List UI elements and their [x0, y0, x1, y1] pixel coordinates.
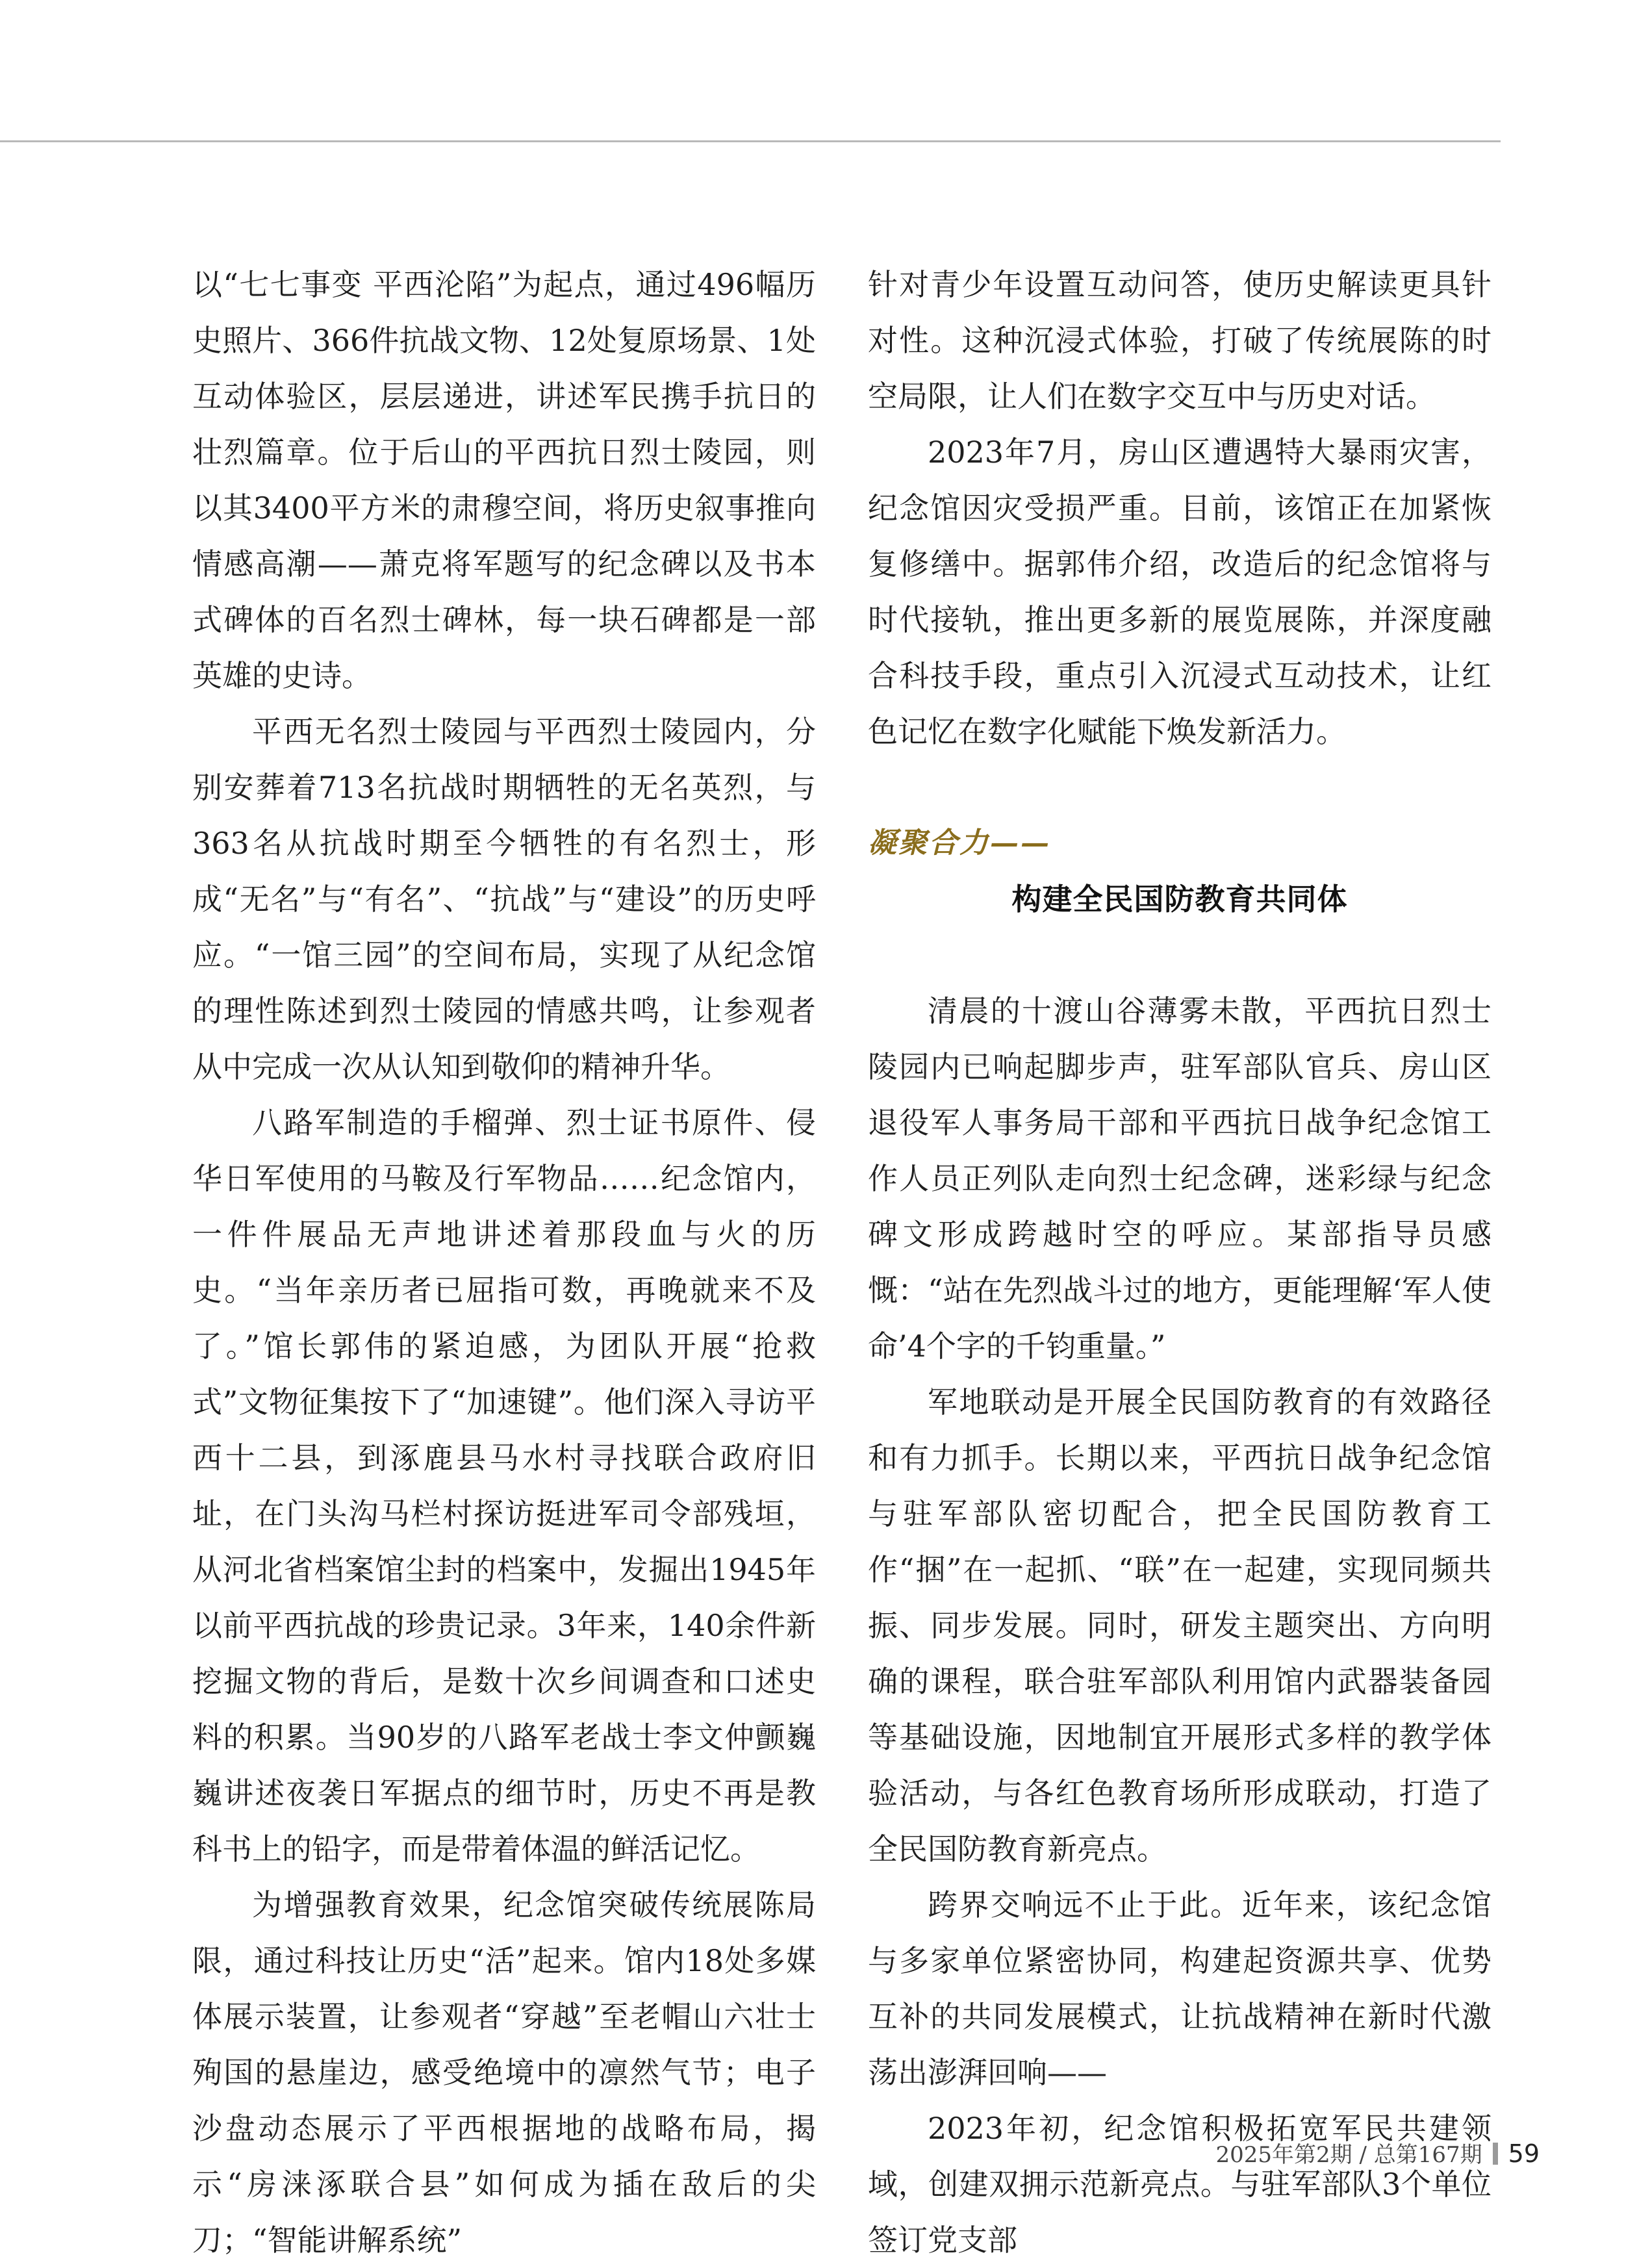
top-divider-rule: [0, 140, 1501, 142]
right-column: [868, 257, 1491, 2268]
issue-info: 2025年第2期 / 总第167期: [1215, 2142, 1482, 2168]
section-heading: [868, 815, 1491, 927]
left-paragraph-4: 为增强教育效果，纪念馆突破传统展陈局限，通过科技让历史“活”起来。馆内18处多媒体展示装置，让参观者“穿越”至老帽山六壮士殉国的悬崖边，感受绝境中的凛然气节；电子沙盘动态展示了平西根据地的战略布局，揭示“房涞涿联合县”如何成为插在敌后的尖刀；“智能讲解系统”: [192, 1887, 816, 2258]
right-paragraph-2: 2023年7月，房山区遭遇特大暴雨灾害，纪念馆因灾受损严重。目前，该馆正在加紧恢复修缮中。据郭伟介绍，改造后的纪念馆将与时代接轨，推出更多新的展览展陈，并深度融合科技手段，重点引入沉浸式互动技术，让红色记忆在数字化赋能下焕发新活力。: [868, 435, 1491, 749]
heading-spacer: [868, 927, 1491, 983]
right-paragraph-4: 军地联动是开展全民国防教育的有效路径和有力抓手。长期以来，平西抗日战争纪念馆与驻军部队密切配合，把全民国防教育工作“捆”在一起抓、“联”在一起建，实现同频共振、同步发展。同时，研发主题突出、方向明确的课程，联合驻军部队利用馆内武器装备园等基础设施，因地制宜开展形式多样的教学体验活动，与各红色教育场所形成联动，打造了全民国防教育新亮点。: [868, 1384, 1491, 1867]
right-paragraph-1: 针对青少年设置互动问答，使历史解读更具针对性。这种沉浸式体验，打破了传统展陈的时空局限，让人们在数字交互中与历史对话。: [868, 267, 1491, 414]
left-paragraph-2: 平西无名烈士陵园与平西烈士陵园内，分别安葬着713名抗战时期牺牲的无名英烈，与363名从抗战时期至今牺牲的有名烈士，形成“无名”与“有名”、“抗战”与“建设”的历史呼应。“一馆三园”的空间布局，实现了从纪念馆的理性陈述到烈士陵园的情感共鸣，让参观者从中完成一次从认知到敬仰的精神升华。: [192, 714, 816, 1084]
left-paragraph-3: 八路军制造的手榴弹、烈士证书原件、侵华日军使用的马鞍及行军物品……纪念馆内，一件件展品无声地讲述着那段血与火的历史。“当年亲历者已屈指可数，再晚就来不及了。”馆长郭伟的紧迫感，为团队开展“抢救式”文物征集按下了“加速键”。他们深入寻访平西十二县，到涿鹿县马水村寻找联合政府旧址，在门头沟马栏村探访挺进军司令部残垣，从河北省档案馆尘封的档案中，发掘出1945年以前平西抗战的珍贵记录。3年来，140余件新挖掘文物的背后，是数十次乡间调查和口述史料的积累。当90岁的八路军老战士李文仲颤巍巍讲述夜袭日军据点的细节时，历史不再是教科书上的铅字，而是带着体温的鲜活记忆。: [192, 1105, 816, 1867]
left-column: [192, 257, 816, 2268]
right-paragraph-6: 2023年初，纪念馆积极拓宽军民共建领域，创建双拥示范新亮点。与驻军部队3个单位签订党支部: [868, 2111, 1491, 2258]
page-number: 59: [1508, 2139, 1540, 2168]
page-footer: [1216, 2137, 1540, 2171]
section-heading-title: 构建全民国防教育共同体: [1011, 882, 1348, 917]
footer-separator-bar: [1493, 2143, 1498, 2165]
section-heading-kicker: 凝聚合力——: [868, 826, 1051, 860]
right-paragraph-3: 清晨的十渡山谷薄雾未散，平西抗日烈士陵园内已响起脚步声，驻军部队官兵、房山区退役军人事务局干部和平西抗日战争纪念馆工作人员正列队走向烈士纪念碑，迷彩绿与纪念碑文形成跨越时空的呼应。某部指导员感慨：“站在先烈战斗过的地方，更能理解‘军人使命’4个字的千钧重量。”: [868, 993, 1491, 1364]
left-paragraph-1: 以“七七事变 平西沦陷”为起点，通过496幅历史照片、366件抗战文物、12处复原场景、1处互动体验区，层层递进，讲述军民携手抗日的壮烈篇章。位于后山的平西抗日烈士陵园，则以其3400平方米的肃穆空间，将历史叙事推向情感高潮——萧克将军题写的纪念碑以及书本式碑体的百名烈士碑林，每一块石碑都是一部英雄的史诗。: [192, 267, 816, 693]
right-paragraph-5: 跨界交响远不止于此。近年来，该纪念馆与多家单位紧密协同，构建起资源共享、优势互补的共同发展模式，让抗战精神在新时代激荡出澎湃回响——: [868, 1887, 1491, 2090]
